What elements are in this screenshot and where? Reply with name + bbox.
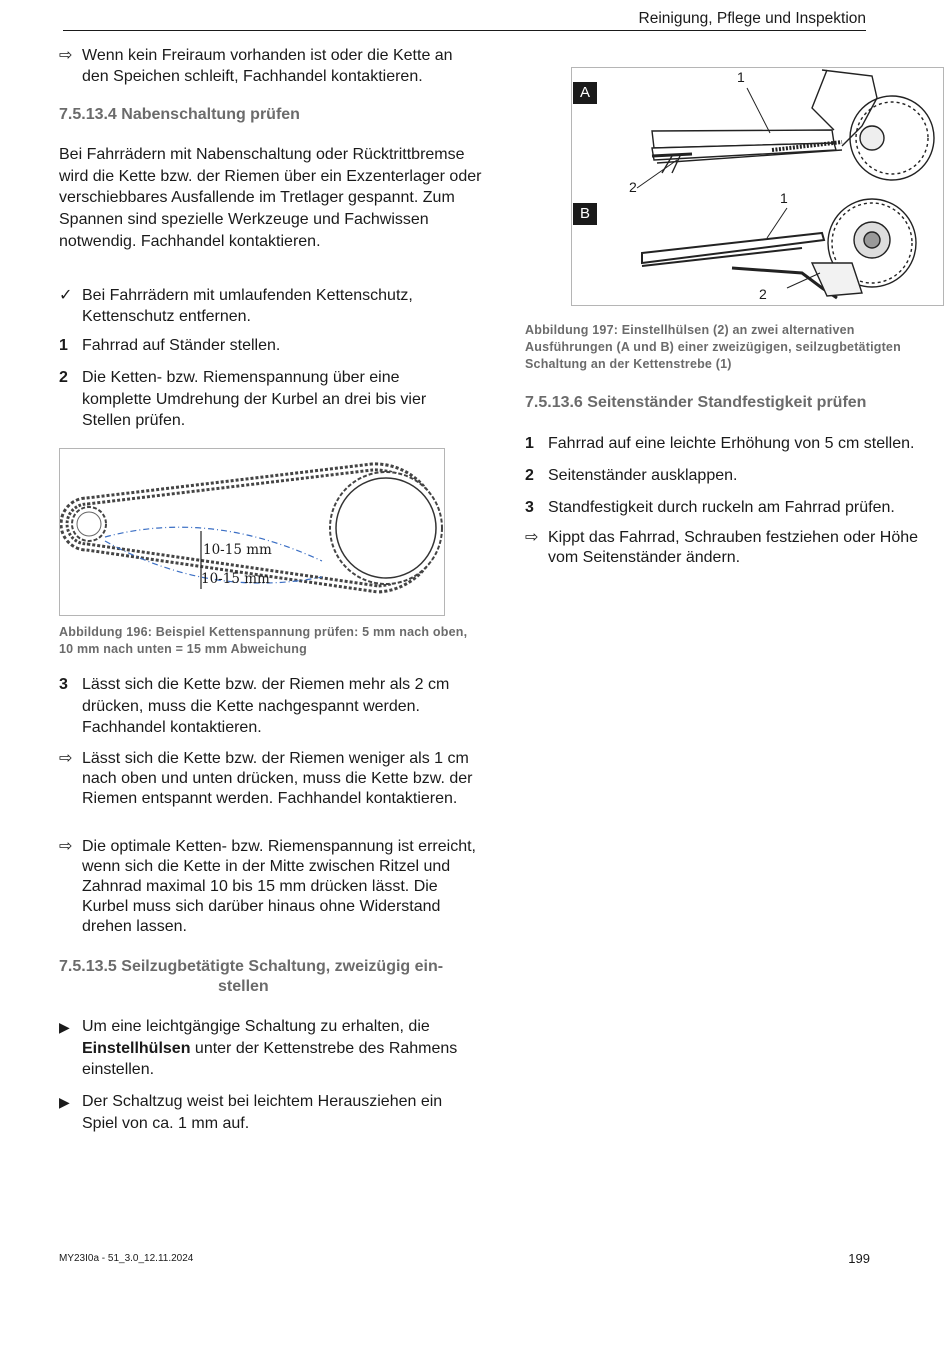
section-heading-7-5-13-5	[59, 958, 443, 996]
step-text: Standfestigkeit durch ruckeln am Fahrrad prüfen.	[548, 499, 895, 516]
section-heading-7-5-13-4: 7.5.13.4 Nabenschaltung prüfen	[59, 106, 300, 123]
measure-label-bottom: 10-15 mm	[201, 571, 270, 587]
result-arrow-icon: ⇨	[59, 47, 73, 64]
result-text: Lässt sich die Kette bzw. der Riemen weniger als 1 cm nach oben und unten drücken, muss die Kette bzw. der Riemen entspannt werden. Fachhandel kontaktieren.	[82, 750, 473, 807]
step-number: 2	[525, 467, 534, 484]
header-divider	[63, 30, 866, 31]
action-triangle-icon: ▶	[59, 1094, 70, 1110]
adjuster-diagram	[572, 68, 943, 305]
paragraph: Bei Fahrrädern mit Nabenschaltung oder Rücktrittbremse wird die Kette bzw. der Riemen über ein Exzenterlager oder verschiebbares Ausfallende im Tretlager gespannt. Zum Spannen sind spezielle Werkzeuge und Fachwissen notwendig. Fachhandel kontaktieren.	[59, 146, 482, 250]
step-number: 2	[59, 369, 68, 386]
step-number: 1	[525, 435, 534, 452]
action-text: Der Schaltzug weist bei leichtem Herausziehen ein Spiel von ca. 1 mm auf.	[82, 1093, 443, 1132]
callout-number: 1	[780, 190, 788, 206]
step-text: Fahrrad auf eine leichte Erhöhung von 5 cm stellen.	[548, 435, 915, 452]
leader-line	[747, 88, 770, 133]
step-text: Fahrrad auf Ständer stellen.	[82, 337, 281, 354]
step-text: Die Ketten- bzw. Riemenspannung über eine komplette Umdrehung der Kurbel an drei bis vier Stellen prüfen.	[82, 369, 427, 429]
measure-label-top: 10-15 mm	[203, 542, 272, 558]
figure-197-caption: Abbildung 197: Einstellhülsen (2) an zwei alternativen Ausführungen (A und B) einer zweizügigen, seilzugbetätigten Schaltung an der Kettenstrebe (1)	[525, 323, 901, 371]
callout-number: 1	[737, 69, 745, 85]
variant-a-label: A	[573, 82, 597, 104]
variant-a-drawing	[652, 70, 934, 180]
step-text: Seitenständer ausklappen.	[548, 467, 738, 484]
action-triangle-icon: ▶	[59, 1019, 70, 1035]
step-number: 3	[59, 676, 68, 693]
result-text: Die optimale Ketten- bzw. Riemenspannung ist erreicht, wenn sich die Kette in der Mitte zwischen Ritzel und Zahnrad maximal 10 bis 15 mm drücken lässt. Die Kurbel muss sich darüber hinaus ohne Widerstand drehen lassen.	[82, 838, 476, 935]
figure-196-caption: Abbildung 196: Beispiel Kettenspannung prüfen: 5 mm nach oben, 10 mm nach unten = 15 mm Abweichung	[59, 625, 468, 656]
result-arrow-icon: ⇨	[59, 838, 73, 855]
heading-line: 7.5.13.5 Seilzugbetätigte Schaltung, zweizügig ein-	[59, 958, 444, 975]
step-number: 1	[59, 337, 68, 354]
result-arrow-icon: ⇨	[525, 529, 539, 546]
precondition-text: Bei Fahrrädern mit umlaufenden Kettenschutz, Kettenschutz entfernen.	[82, 287, 413, 325]
variant-b-label: B	[573, 203, 597, 225]
step-number: 3	[525, 499, 534, 516]
callout-number: 2	[759, 286, 767, 302]
chain-diagram	[60, 449, 444, 615]
callout-number: 2	[629, 179, 637, 195]
leader-line	[767, 208, 787, 238]
document-id: MY23I0a - 51_3.0_12.11.2024	[59, 1253, 194, 1264]
step-text: Lässt sich die Kette bzw. der Riemen mehr als 2 cm drücken, muss die Kette nachgespannt werden. Fachhandel kontaktieren.	[82, 676, 450, 736]
figure-197-adjusters	[571, 67, 944, 306]
leader-line	[637, 160, 677, 188]
heading-line: stellen	[218, 978, 269, 995]
result-arrow-icon: ⇨	[59, 750, 73, 767]
variant-b-drawing	[642, 199, 916, 298]
page-number: 199	[848, 1251, 870, 1266]
result-text: Wenn kein Freiraum vorhanden ist oder die Kette an den Speichen schleift, Fachhandel kontaktieren.	[82, 47, 453, 85]
section-heading-7-5-13-6: 7.5.13.6 Seitenständer Standfestigkeit prüfen	[525, 394, 867, 411]
check-icon: ✓	[59, 287, 73, 304]
figure-196-chain-tension	[59, 448, 445, 616]
running-header: Reinigung, Pflege und Inspektion	[638, 10, 866, 27]
action-text: Um eine leichtgängige Schaltung zu erhalten, die Einstellhülsen unter der Kettenstrebe des Rahmens einstellen.	[82, 1018, 458, 1078]
result-text: Kippt das Fahrrad, Schrauben festziehen oder Höhe vom Seitenständer ändern.	[548, 529, 919, 566]
